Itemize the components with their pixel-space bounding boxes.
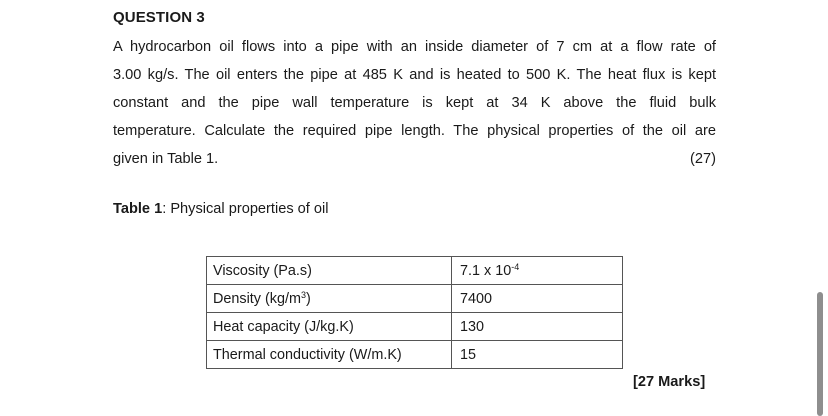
exponent: 3 (300, 290, 306, 300)
paragraph-last-line (113, 145, 716, 173)
value-cell: 7400 (452, 285, 623, 313)
value-cell: 15 (452, 341, 623, 369)
paragraph-line: A hydrocarbon oil flows into a pipe with an inside diameter of 7 cm at a flow rate of (113, 39, 716, 55)
table-row (207, 341, 623, 369)
paragraph-line: constant and the pipe wall temperature is kept at 34 K above the fluid bulk (113, 95, 716, 111)
paragraph-line: given in Table 1. (113, 151, 219, 167)
property-cell: Thermal conductivity (W/m.K) (207, 341, 452, 369)
property-cell: Heat capacity (J/kg.K) (207, 313, 452, 341)
property-cell: Viscosity (Pa.s) (207, 257, 452, 285)
total-marks: [27 Marks] (633, 374, 706, 390)
table-caption (113, 201, 329, 217)
table-row (207, 285, 623, 313)
properties-table (206, 256, 623, 369)
table-caption-label: Table 1 (113, 201, 163, 217)
inline-marks: (27) (690, 151, 716, 167)
paragraph-line: temperature. Calculate the required pipe length. The physical properties of the oil are (113, 123, 716, 139)
table-row (207, 257, 623, 285)
value-cell: 7.1 x $10^{-4}$ (452, 257, 623, 285)
vertical-scrollbar[interactable] (817, 292, 823, 416)
table-row (207, 313, 623, 341)
paragraph-line: 3.00 kg/s. The oil enters the pipe at 485 K and is heated to 500 K. The heat flux is kept (113, 67, 716, 83)
question-heading: QUESTION 3 (113, 9, 205, 26)
exponent: -4 (511, 262, 520, 272)
question-paragraph (113, 33, 716, 173)
property-cell: Density $(kg/m^3)$ (207, 285, 452, 313)
value-cell: 130 (452, 313, 623, 341)
table-caption-text: : Physical properties of oil (162, 201, 329, 217)
